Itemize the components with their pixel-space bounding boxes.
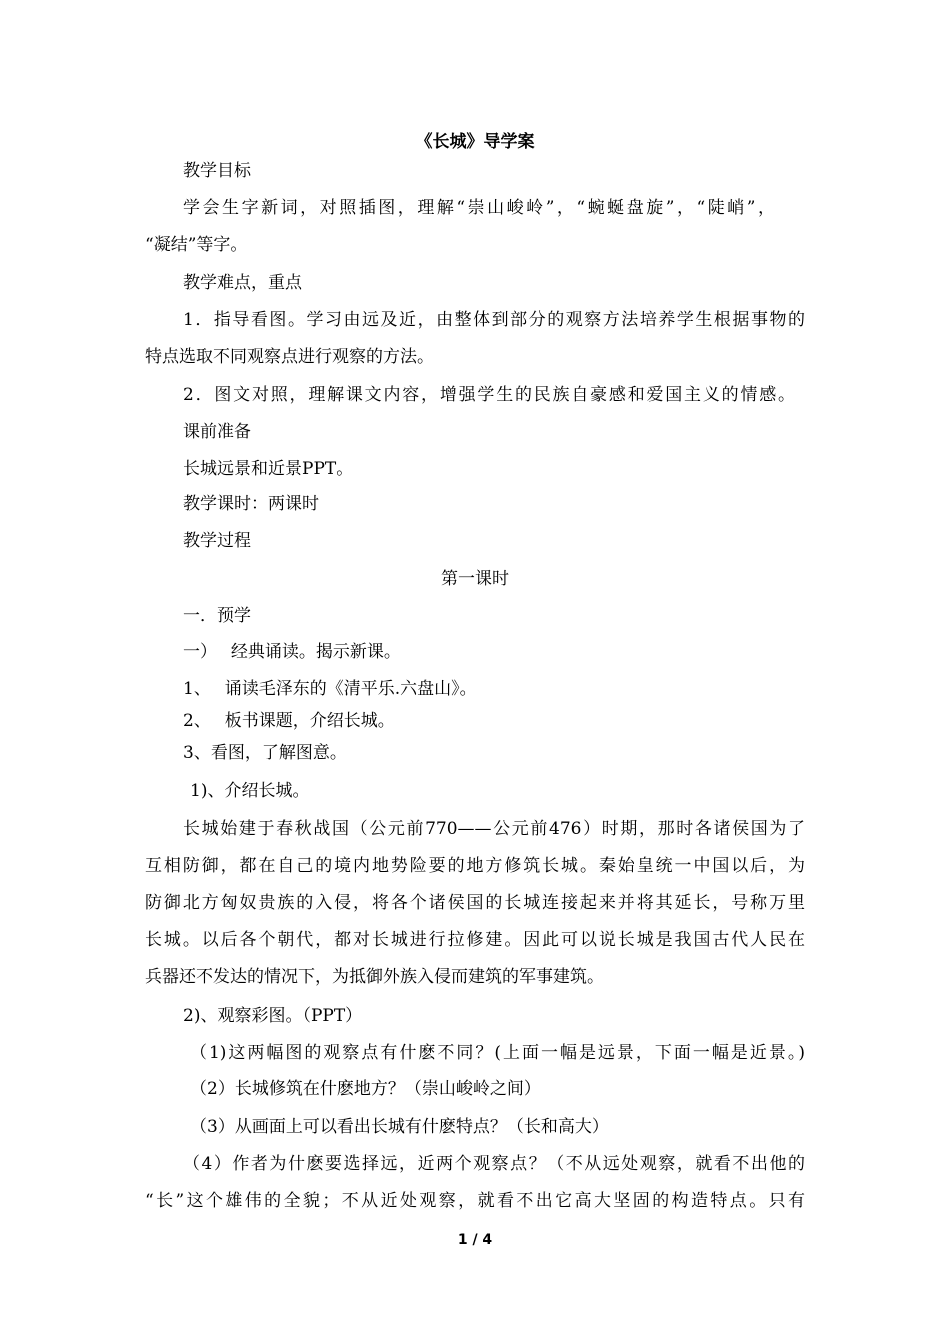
paragraph-line: 2．图文对照，理解课文内容，增强学生的民族自豪感和爱国主义的情感。 (183, 385, 795, 405)
paragraph-line: 1．指导看图。学习由远及近，由整体到部分的观察方法培养学生根据事物的 (183, 310, 805, 330)
paragraph-line: 长城。以后各个朝代，都对长城进行拉修建。因此可以说长城是我国古代人民在 (145, 930, 805, 950)
paragraph-line: 特点选取不同观察点进行观察的方法。 (145, 347, 434, 367)
question-item: （1)这两幅图的观察点有什麽不同？(上面一幅是远景，下面一幅是近景。) (190, 1043, 805, 1063)
heading-teaching-goals: 教学目标 (183, 161, 251, 181)
page-number: 1 / 4 (457, 1232, 493, 1248)
question-item: （4）作者为什麽要选择远，近两个观察点？（不从远处观察，就看不出他的 (183, 1154, 805, 1174)
list-item: 2)、观察彩图。（PPT） (183, 1006, 363, 1026)
heading-difficulties: 教学难点，重点 (183, 273, 302, 293)
list-item: 一．预学 (183, 606, 251, 626)
question-item: （3）从画面上可以看出长城有什麽特点？（长和高大） (190, 1117, 609, 1137)
list-item: 2、 板书课题，介绍长城。 (183, 711, 395, 731)
paragraph-line: 教学课时：两课时 (183, 494, 319, 514)
paragraph-line: “长”这个雄伟的全貌；不从近处观察，就看不出它高大坚固的构造特点。只有 (145, 1191, 805, 1211)
list-item: 1)、介绍长城。 (190, 781, 310, 801)
list-item: 一） 经典诵读。揭示新课。 (183, 642, 401, 662)
paragraph-line: 防御北方匈奴贵族的入侵，将各个诸侯国的长城连接起来并将其延长，号称万里 (145, 893, 805, 913)
question-item: （2）长城修筑在什麽地方？（崇山峻岭之间） (190, 1079, 541, 1099)
paragraph-line: 互相防御，都在自己的境内地势险要的地方修筑长城。秦始皇统一中国以后，为 (145, 856, 805, 876)
list-item: 3、看图，了解图意。 (183, 743, 347, 763)
list-item: 1、 诵读毛泽东的《清平乐.六盘山》。 (183, 679, 477, 699)
paragraph-line: 兵器还不发达的情况下，为抵御外族入侵而建筑的军事建筑。 (145, 967, 604, 987)
section-heading-first-lesson: 第一课时 (441, 569, 509, 589)
heading-process: 教学过程 (183, 531, 251, 551)
paragraph-line: 长城远景和近景PPT。 (183, 459, 354, 479)
heading-preparation: 课前准备 (183, 422, 251, 442)
document-title: 《长城》导学案 (415, 132, 535, 152)
paragraph-line: 学会生字新词，对照插图，理解“崇山峻岭”，“蜿蜒盘旋”，“陡峭”， (183, 198, 775, 218)
paragraph-line: “凝结”等字。 (145, 235, 248, 255)
paragraph-line: 长城始建于春秋战国（公元前770——公元前476）时期，那时各诸侯国为了 (183, 819, 805, 839)
